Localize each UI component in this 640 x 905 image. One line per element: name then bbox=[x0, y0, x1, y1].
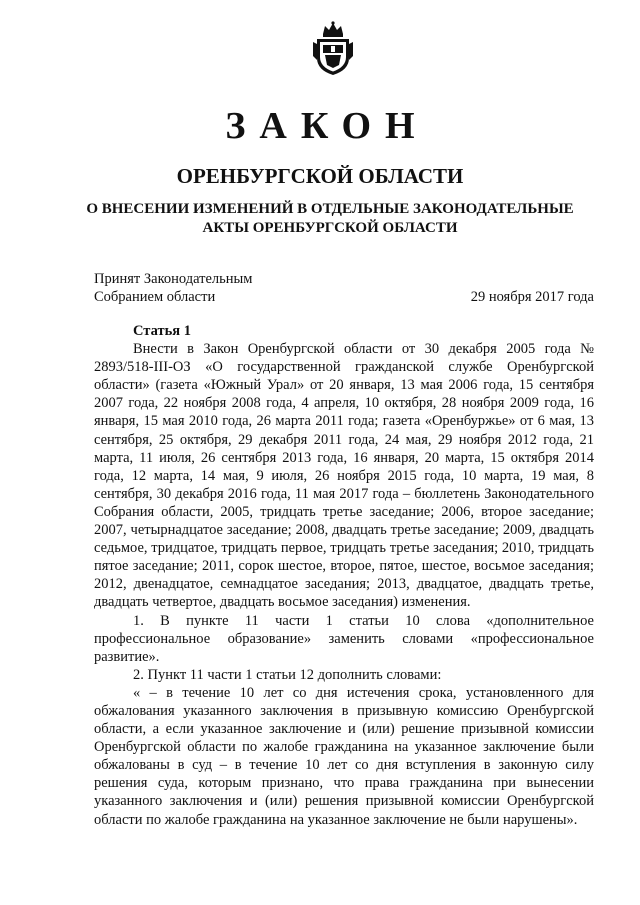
law-title: ЗАКОН bbox=[225, 105, 429, 147]
law-subject bbox=[60, 200, 600, 238]
article-intro-paragraph: Внести в Закон Оренбургской области от 30 декабря 2005 года № 2893/518-III-ОЗ «О государственной гражданской службе Оренбургской области» (газета «Южный Урал» от 20 января, 13 мая 2006 года, 15 сентября 2007 года, 22 ноября 2008 года, 4 апреля, 10 октября, 28 ноября 2009 года, 16 января, 15 мая 2010 года, 26 марта 2011 года; газета «Оренбуржье» от 6 мая, 13 сентября, 25 октября, 29 декабря 2011 года, 24 мая, 29 ноября 2012 года, 21 марта, 11 июля, 26 сентября 2013 года, 16 января, 20 марта, 15 октября 2014 года, 12 марта, 14 мая, 9 июля, 26 ноября 2015 года, 10 марта, 19 мая, 8 сентября, 30 декабря 2016 года, 11 мая 2017 года – бюллетень Законодательного Собрания области, 2005, тридцать третье заседание; 2006, второе заседание; 2007, четырнадцатое заседание; 2008, двадцать третье заседание; 2009, двадцать седьмое, тридцатое, тридцать первое, тридцать третье заседания; 2010, тридцать пятое заседание; 2011, сорок шестое, второе, пятое, шестое, восьмое заседания; 2012, двенадцатое, семнадцатое заседания; 2013, двадцатое, двадцать третье, двадцать четвертое, двадцать восьмое заседания) изменения. bbox=[94, 341, 594, 611]
article-item-2: 2. Пункт 11 части 1 статьи 12 дополнить словами: bbox=[133, 666, 442, 683]
region-title: ОРЕНБУРГСКОЙ ОБЛАСТИ bbox=[176, 164, 464, 188]
law-subject-line: О ВНЕСЕНИИ ИЗМЕНЕНИЙ В ОТДЕЛЬНЫЕ ЗАКОНОДАТЕЛЬНЫЕ bbox=[86, 201, 574, 217]
adoption-block bbox=[94, 270, 594, 306]
article-body bbox=[94, 322, 594, 829]
law-subject-line: АКТЫ ОРЕНБУРГСКОЙ ОБЛАСТИ bbox=[202, 220, 458, 236]
adoption-line: Принят Законодательным bbox=[94, 271, 253, 287]
adoption-date: 29 ноября 2017 года bbox=[470, 289, 594, 305]
article-item-1: 1. В пункте 11 части 1 статьи 10 слова «дополнительное профессиональное образование» заменить словами «профессиональное развитие». bbox=[94, 612, 594, 665]
article-quote-paragraph: « – в течение 10 лет со дня истечения срока, установленного для обжалования указанного заключения в призывную комиссию Оренбургской области, а если указанное заключение и (или) решение призывной комиссии Оренбургской области по жалобе гражданина на указанное заключение были обжалованы в суд – в течение 10 лет со дня вступления в законную силу решения суда, которым признано, что права гражданина при вынесении указанного заключения и (или) решения призывной комиссии Оренбургской области по жалобе гражданина на указанное заключение не были нарушены». bbox=[94, 684, 594, 828]
coat-of-arms-icon bbox=[311, 20, 355, 76]
article-heading: Статья 1 bbox=[133, 323, 191, 339]
adoption-line: Собранием области bbox=[94, 289, 216, 305]
